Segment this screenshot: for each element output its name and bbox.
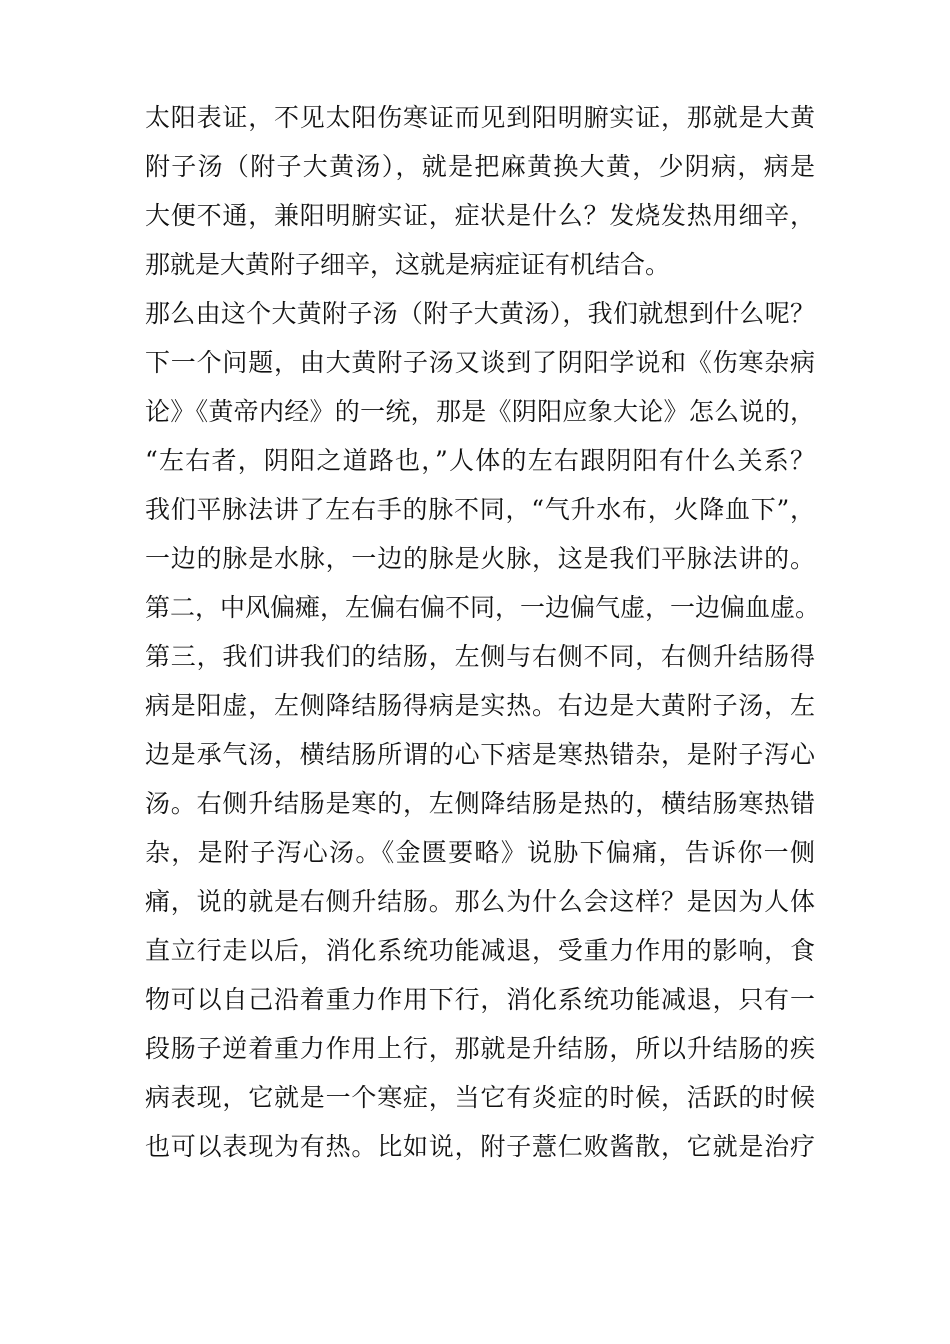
text-line-17: 痛，说的就是右侧升结肠。那么为什么会这样？是因为人体 <box>145 887 815 916</box>
text-line-18: 直立行走以后，消化系统功能减退，受重力作用的影响，食 <box>145 936 815 965</box>
text-line-4: 那就是大黄附子细辛，这就是病症证有机结合。 <box>145 250 671 279</box>
text-line-14: 边是承气汤，横结肠所谓的心下痞是寒热错杂，是附子泻心 <box>145 740 815 769</box>
text-line-21: 病表现，它就是一个寒症，当它有炎症的时候，活跃的时候 <box>145 1083 815 1112</box>
body-text <box>145 93 821 1171</box>
text-line-7: 论》《黄帝内经》的一统，那是《阴阳应象大论》怎么说的， <box>145 397 815 426</box>
text-line-2: 附子汤（附子大黄汤），就是把麻黄换大黄，少阴病，病是 <box>145 152 815 181</box>
text-line-15: 汤。右侧升结肠是寒的，左侧降结肠是热的，横结肠寒热错 <box>145 789 815 818</box>
text-line-9: 我们平脉法讲了左右手的脉不同，“气升水布，火降血下”， <box>145 495 815 524</box>
text-line-3: 大便不通，兼阳明腑实证，症状是什么？发烧发热用细辛， <box>145 201 815 230</box>
text-line-19: 物可以自己沿着重力作用下行，消化系统功能减退，只有一 <box>145 985 815 1014</box>
text-line-22: 也可以表现为有热。比如说，附子薏仁败酱散，它就是治疗 <box>145 1132 815 1161</box>
text-line-12: 第三，我们讲我们的结肠，左侧与右侧不同，右侧升结肠得 <box>145 642 815 671</box>
text-line-10: 一边的脉是水脉，一边的脉是火脉，这是我们平脉法讲的。 <box>145 544 815 573</box>
text-line-11: 第二，中风偏瘫，左偏右偏不同，一边偏气虚，一边偏血虚。 <box>145 593 821 622</box>
text-line-20: 段肠子逆着重力作用上行，那就是升结肠，所以升结肠的疾 <box>145 1034 815 1063</box>
text-line-5: 那么由这个大黄附子汤（附子大黄汤），我们就想到什么呢？ <box>145 299 815 328</box>
text-line-1: 太阳表证，不见太阳伤寒证而见到阳明腑实证，那就是大黄 <box>145 103 815 132</box>
text-line-6: 下一个问题，由大黄附子汤又谈到了阴阳学说和《伤寒杂病 <box>145 348 815 377</box>
text-line-16: 杂，是附子泻心汤。《金匮要略》说胁下偏痛，告诉你一侧 <box>145 838 815 867</box>
text-line-8: “左右者，阴阳之道路也，”人体的左右跟阴阳有什么关系？ <box>145 446 815 475</box>
text-line-13: 病是阳虚，左侧降结肠得病是实热。右边是大黄附子汤，左 <box>145 691 815 720</box>
